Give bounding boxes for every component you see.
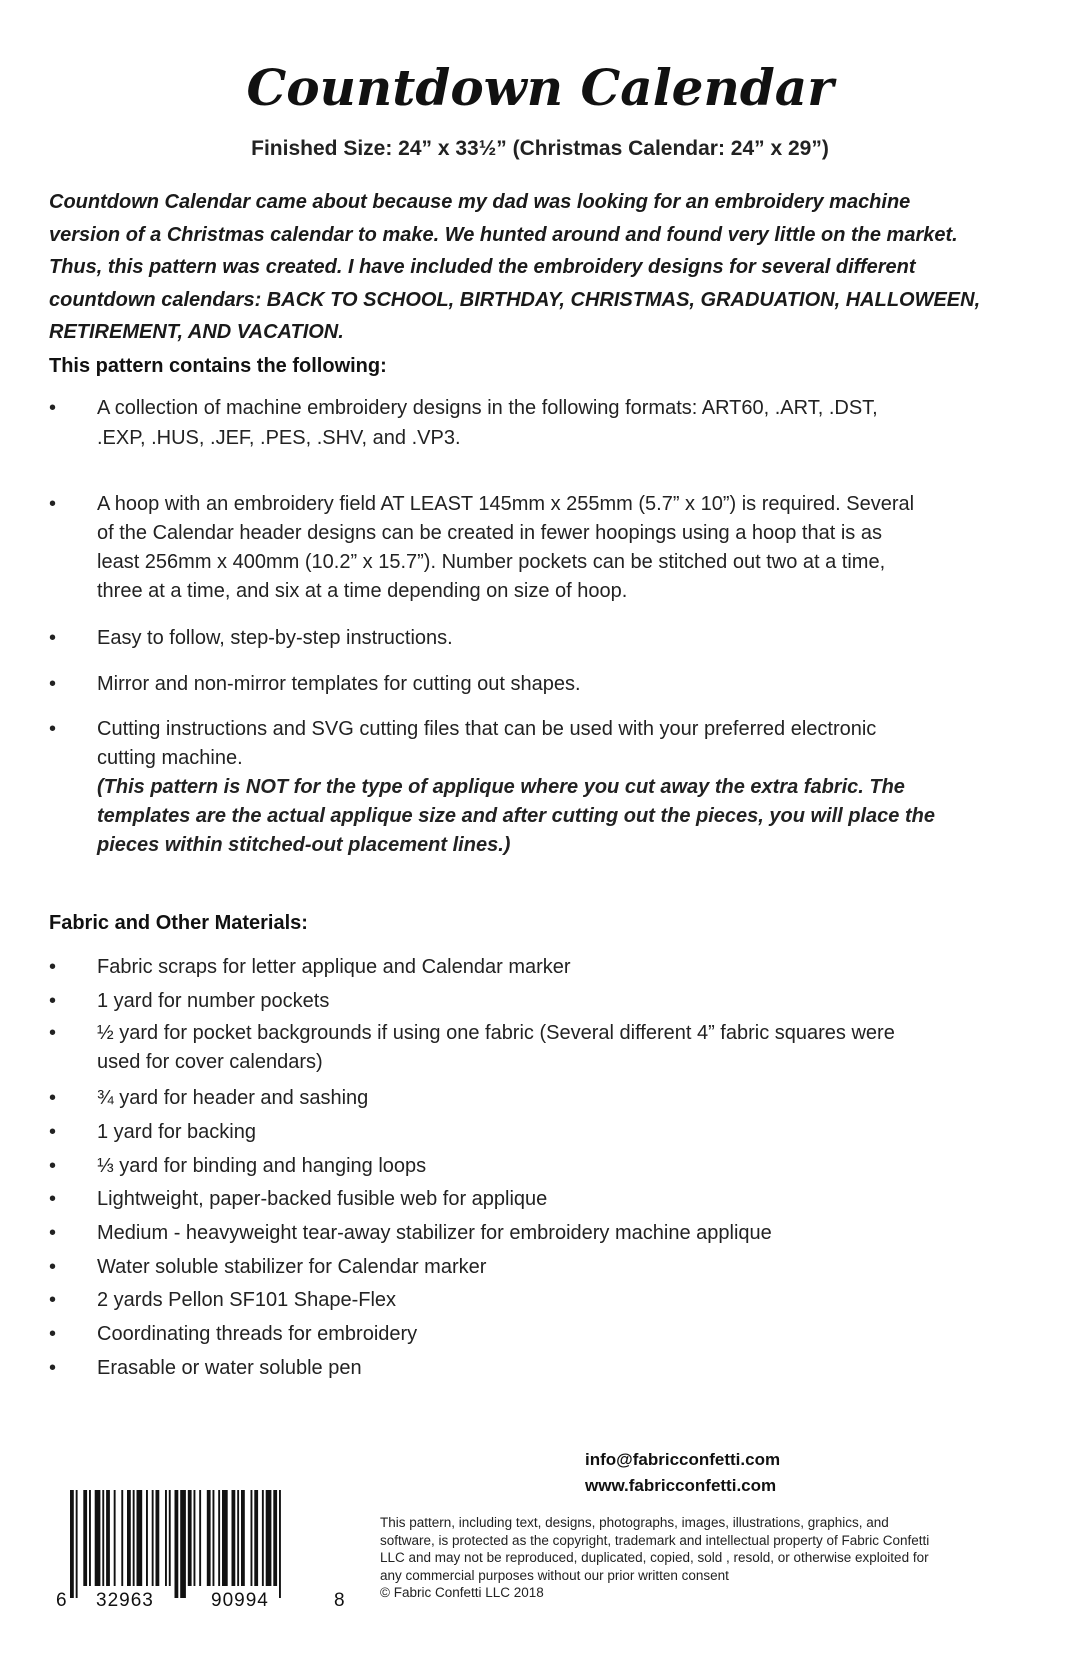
item-line: Cutting instructions and SVG cutting files that can be used with your preferred electronic xyxy=(97,718,877,740)
bullet: • xyxy=(49,1289,57,1311)
item-line: cutting machine. xyxy=(97,747,243,769)
intro-line: Countdown Calendar came about because my dad was looking for an embroidery machine xyxy=(49,191,911,213)
materials-heading: Fabric and Other Materials: xyxy=(49,912,308,934)
barcode-bar xyxy=(180,1490,186,1598)
barcode-bar xyxy=(273,1490,277,1586)
legal-line: software, is protected as the copyright, trademark and intellectual property of Fabric Confetti xyxy=(380,1532,930,1548)
barcode-bar xyxy=(199,1490,201,1586)
barcode-bar xyxy=(137,1490,143,1586)
barcode-bar xyxy=(194,1490,196,1586)
item-line: 1 yard for number pockets xyxy=(97,990,330,1012)
item-line: A collection of machine embroidery designs in the following formats: ART60, .ART, .DST, xyxy=(97,397,878,419)
barcode-last-digit: 8 xyxy=(334,1590,345,1611)
barcode-bar xyxy=(237,1490,239,1586)
barcode-bars xyxy=(56,1490,348,1600)
bullet: • xyxy=(49,1121,57,1143)
barcode-bar xyxy=(254,1490,258,1586)
item-line: of the Calendar header designs can be created in fewer hoopings using a hoop that is as xyxy=(97,522,882,544)
barcode-bar xyxy=(175,1490,179,1598)
upc-barcode xyxy=(56,1490,348,1615)
barcode-bar xyxy=(83,1490,87,1586)
legal-line: © Fabric Confetti LLC 2018 xyxy=(380,1585,544,1600)
barcode-bar xyxy=(127,1490,131,1586)
item-line: Easy to follow, step-by-step instructions. xyxy=(97,627,453,649)
barcode-bar xyxy=(169,1490,171,1586)
barcode-bar xyxy=(213,1490,215,1586)
item-line: ¾ yard for header and sashing xyxy=(97,1087,369,1109)
bullet: • xyxy=(49,1256,57,1278)
item-line: least 256mm x 400mm (10.2” x 15.7”). Number pockets can be stitched out two at a time, xyxy=(97,551,886,573)
barcode-bar xyxy=(218,1490,220,1586)
barcode-bar xyxy=(232,1490,236,1586)
item-note-line: (This pattern is NOT for the type of applique where you cut away the extra fabric. The xyxy=(97,776,905,798)
barcode-bar xyxy=(207,1490,211,1586)
intro-line: version of a Christmas calendar to make. We hunted around and found very little on the market. xyxy=(49,223,958,246)
bullet: • xyxy=(49,1188,57,1210)
bullet: • xyxy=(49,1222,57,1244)
item-line: A hoop with an embroidery field AT LEAST 145mm x 255mm (5.7” x 10”) is required. Several xyxy=(97,493,915,515)
bullet: • xyxy=(49,1155,57,1177)
item-line: ½ yard for pocket backgrounds if using one fabric (Several different 4” fabric squares were xyxy=(97,1022,895,1044)
item-note-line: templates are the actual applique size and after cutting out the pieces, you will place the xyxy=(97,805,935,827)
barcode-bar xyxy=(262,1490,264,1586)
copyright-notice xyxy=(380,1514,1040,1602)
item-line: used for cover calendars) xyxy=(97,1051,323,1073)
item-line: Fabric scraps for letter applique and Calendar marker xyxy=(97,956,571,978)
page-title: Countdown Calendar xyxy=(246,58,834,117)
item-line: Water soluble stabilizer for Calendar marker xyxy=(97,1256,487,1278)
legal-line: This pattern, including text, designs, photographs, images, illustrations, graphics, and xyxy=(380,1515,889,1530)
bullet: • xyxy=(49,1323,57,1345)
barcode-bar xyxy=(95,1490,101,1586)
item-line: Medium - heavyweight tear-away stabilizer for embroidery machine applique xyxy=(97,1222,772,1244)
intro-line: Thus, this pattern was created. I have included the embroidery designs for several different xyxy=(49,256,916,278)
item-line: three at a time, and six at a time depending on size of hoop. xyxy=(97,580,628,602)
barcode-bar xyxy=(251,1490,253,1586)
bullet: • xyxy=(49,1357,57,1379)
bullet: • xyxy=(49,1022,57,1044)
contact-email[interactable]: info@fabricconfetti.com xyxy=(585,1450,781,1469)
barcode-bar xyxy=(121,1490,123,1586)
bullet: • xyxy=(49,956,57,978)
barcode-bar xyxy=(222,1490,228,1586)
barcode-bar xyxy=(70,1490,74,1598)
barcode-bar xyxy=(188,1490,192,1586)
barcode-bar xyxy=(106,1490,110,1586)
contents-heading: This pattern contains the following: xyxy=(49,355,387,377)
finished-size: Finished Size: 24” x 33½” (Christmas Calendar: 24” x 29”) xyxy=(251,137,829,160)
barcode-bar xyxy=(114,1490,116,1586)
legal-line: any commercial purposes without our prior written consent xyxy=(380,1567,729,1583)
intro-line: RETIREMENT, AND VACATION. xyxy=(49,321,344,343)
bullet: • xyxy=(49,493,57,515)
barcode-first-digit: 6 xyxy=(56,1590,67,1611)
barcode-left-group: 32963 xyxy=(96,1590,154,1611)
barcode-right-group: 90994 xyxy=(211,1590,269,1611)
item-line: Mirror and non-mirror templates for cutting out shapes. xyxy=(97,673,581,695)
bullet: • xyxy=(49,990,57,1012)
barcode-bar xyxy=(156,1490,160,1586)
bullet: • xyxy=(49,718,57,740)
contact-website[interactable]: www.fabricconfetti.com xyxy=(585,1476,777,1495)
item-line: 2 yards Pellon SF101 Shape-Flex xyxy=(97,1289,397,1311)
item-line: Erasable or water soluble pen xyxy=(97,1357,362,1379)
item-line: ⅓ yard for binding and hanging loops xyxy=(97,1155,427,1177)
barcode-bar xyxy=(152,1490,154,1586)
legal-line: LLC and may not be reproduced, duplicated, copied, sold , resold, or otherwise exploited for xyxy=(380,1550,929,1565)
bullet: • xyxy=(49,1087,57,1109)
barcode-bar xyxy=(133,1490,135,1586)
item-note-line: pieces within stitched-out placement lines.) xyxy=(97,834,511,856)
item-line: 1 yard for backing xyxy=(97,1121,256,1143)
bullet: • xyxy=(49,673,57,695)
barcode-bar xyxy=(89,1490,91,1586)
barcode-bar xyxy=(241,1490,245,1586)
bullet: • xyxy=(49,627,57,649)
item-line: .EXP, .HUS, .JEF, .PES, .SHV, and .VP3. xyxy=(97,427,461,449)
item-line: Coordinating threads for embroidery xyxy=(97,1323,418,1345)
bullet: • xyxy=(49,397,57,419)
intro-paragraph xyxy=(49,186,1009,349)
barcode-bar xyxy=(165,1490,167,1586)
barcode-bar xyxy=(266,1490,272,1586)
item-line: Lightweight, paper-backed fusible web for applique xyxy=(97,1188,548,1210)
intro-line: countdown calendars: BACK TO SCHOOL, BIRTHDAY, CHRISTMAS, GRADUATION, HALLOWEEN, xyxy=(49,288,981,311)
barcode-bar xyxy=(279,1490,281,1598)
barcode-bar xyxy=(76,1490,78,1598)
barcode-bar xyxy=(146,1490,148,1586)
barcode-bar xyxy=(102,1490,104,1586)
